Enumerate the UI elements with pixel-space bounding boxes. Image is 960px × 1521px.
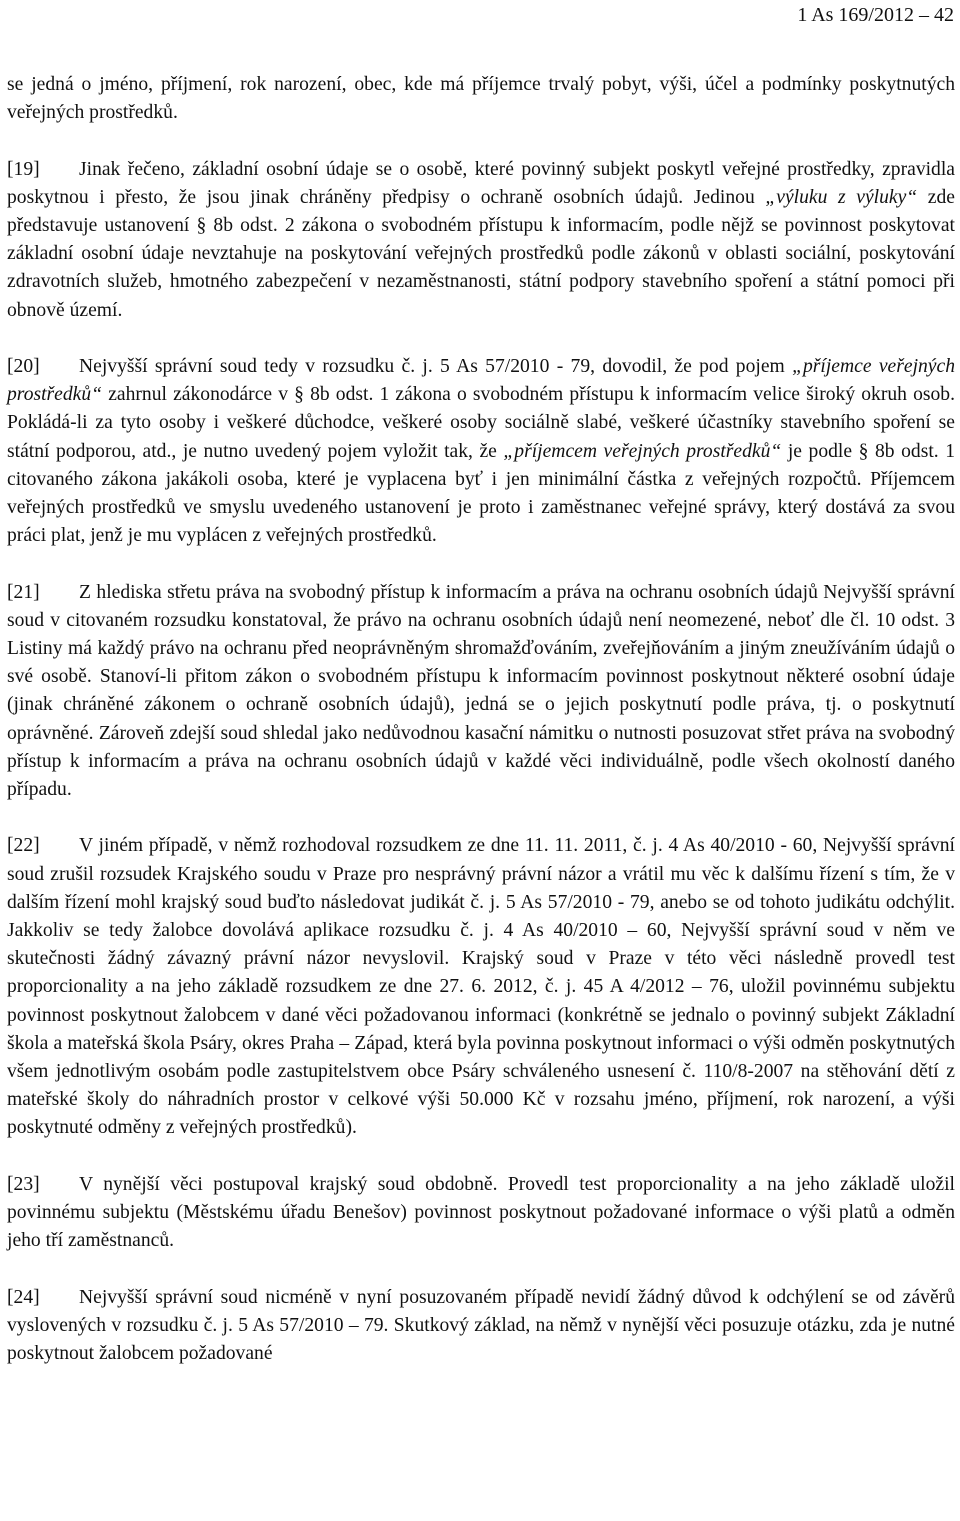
- italic-quote: „příjemcem veřejných prostředků“: [503, 440, 782, 462]
- document-body: [7, 71, 955, 1368]
- paragraph-text: V jiném případě, v němž rozhodoval rozsudkem ze dne 11. 11. 2011, č. j. 4 As 40/2010 - 60, Nejvyšší správní soud zrušil rozsudek Krajského soudu v Praze pro nesprávný právní názor a vrátil mu věc k dalšímu řízení s tím, že v dalším řízení mohl krajský soud buďto následovat judikát č. j. 5 As 57/2010 - 79, anebo se od tohoto judikátu odchýlit. Jakkoliv se tedy žalobce dovolává aplikace rozsudku č. j. 4 As 40/2010 – 60, Nejvyšší správní soud v něm ve skutečnosti žádný závazný právní názor nevyslovil. Krajský soud v Praze v této věci následně provedl test proporcionality a na jeho základě rozsudkem ze dne 27. 6. 2012, č. j. 45 A 4/2012 – 76, uložil povinnému subjektu povinnost poskytnout žalobcem v dané věci požadovanou informaci (konkrétně se jednalo o povinný subjekt Základní škola a mateřská škola Psáry, okres Praha – Západ, která byla povinna poskytnout informaci o výši odměn poskytnutých všem jednotlivým osobám podle zastupitelstvem obce Psáry schváleného usnesení č. 110/8-2007 na stěhování dětí z mateřské školy do náhradních prostor v celkové výši 50.000 Kč v rozsahu jméno, příjmení, rok narození, a výši poskytnuté odměny z veřejných prostředků).: [7, 835, 955, 1139]
- page-header-reference: 1 As 169/2012 – 42: [797, 4, 954, 26]
- paragraph-continuation: [7, 71, 955, 127]
- paragraph-text: zahrnul zákonodárce v § 8b odst. 1 zákona o svobodném přístupu k informacím velice široký okruh osob. Pokládá-li za tyto osoby i veškeré důchodce, veškeré osoby sociálně slabé, veškeré účastníky stavebního spoření se státní podporou, atd., je nutno uvedený pojem vyložit tak, že: [7, 384, 955, 462]
- paragraph-number: [19]: [7, 158, 40, 180]
- paragraph-20: [7, 353, 955, 550]
- paragraph-text: Z hlediska střetu práva na svobodný přístup k informacím a práva na ochranu osobních údajů Nejvyšší správní soud v citovaném rozsudku konstatoval, že právo na ochranu osobních údajů není neomezené, neboť dle čl. 10 odst. 3 Listiny má každý právo na ochranu před neoprávněným shromažďováním, zveřejňováním a jiným zneužíváním údajů o své osobě. Stanoví-li přitom zákon o svobodném přístupu k informacím povinnost poskytnout některé osobní údaje (jinak chráněné zákonem o ochraně osobních údajů), jedná se o jejich poskytnutí podle práva, tj. o poskytnutí oprávněné. Zároveň zdejší soud shledal jako nedůvodnou kasační námitku o nutnosti posuzovat střet práva na svobodný přístup k informacím a práva na ochranu osobních údajů v každé věci individuálně, podle všech okolností daného případu.: [7, 581, 955, 801]
- paragraph-text: je podle § 8b odst. 1 citovaného zákona jakákoli osoba, které je vyplacena byť i jen minimální částka z veřejných rozpočtů. Příjemcem veřejných prostředků ve smyslu uvedeného ustanovení je proto i zaměstnanec veřejné správy, který dostává za svou práci plat, jenž je mu vyplácen z veřejných prostředků.: [7, 440, 955, 547]
- paragraph-23: [7, 1171, 955, 1256]
- paragraph-text: Nejvyšší správní soud nicméně v nyní posuzovaném případě nevidí žádný důvod k odchýlení se od závěrů vyslovených v rozsudku č. j. 5 As 57/2010 – 79. Skutkový základ, na němž v nynější věci posuzuje otázku, zda je nutné poskytnout žalobcem požadované: [7, 1286, 955, 1365]
- italic-quote: „příjemce veřejných prostředků“: [7, 356, 955, 406]
- paragraph-text: Nejvyšší správní soud tedy v rozsudku č. j. 5 As 57/2010 - 79, dovodil, že pod pojem: [79, 356, 793, 377]
- paragraph-24: [7, 1284, 955, 1369]
- paragraph-number: [24]: [7, 1286, 40, 1308]
- paragraph-text: Jinak řečeno, základní osobní údaje se o osobě, které povinný subjekt poskytl veřejné prostředky, zpravidla poskytnou i přesto, že jsou jinak chráněny předpisy o ochraně osobních údajů. Jedinou: [7, 158, 955, 208]
- paragraph-text: V nynější věci postupoval krajský soud obdobně. Provedl test proporcionality a na jeho základě uložil povinnému subjektu (Městskému úřadu Benešov) povinnost poskytnout požadované informace o výši platů a odměn jeho tří zaměstnanců.: [7, 1173, 955, 1252]
- paragraph-21: [7, 579, 955, 805]
- paragraph-22: [7, 832, 955, 1142]
- paragraph-19: [7, 156, 955, 325]
- paragraph-number: [22]: [7, 835, 40, 857]
- paragraph-text: se jedná o jméno, příjmení, rok narození, obec, kde má příjemce trvalý pobyt, výši, účel a podmínky poskytnutých veřejných prostředků.: [7, 74, 955, 124]
- paragraph-text: zde představuje ustanovení § 8b odst. 2 zákona o svobodném přístupu k informacím, podle nějž se povinnost poskytovat základní osobní údaje nevztahuje na poskytování veřejných prostředků podle zákonů v oblasti sociální, poskytování zdravotních služeb, hmotného zabezpečení v nezaměstnanosti, státní podpory stavebního spoření a státní pomoci při obnově území.: [7, 186, 955, 321]
- italic-quote: „výluku z výluky“: [765, 186, 918, 208]
- paragraph-number: [21]: [7, 581, 40, 603]
- paragraph-number: [23]: [7, 1173, 40, 1195]
- paragraph-number: [20]: [7, 356, 40, 377]
